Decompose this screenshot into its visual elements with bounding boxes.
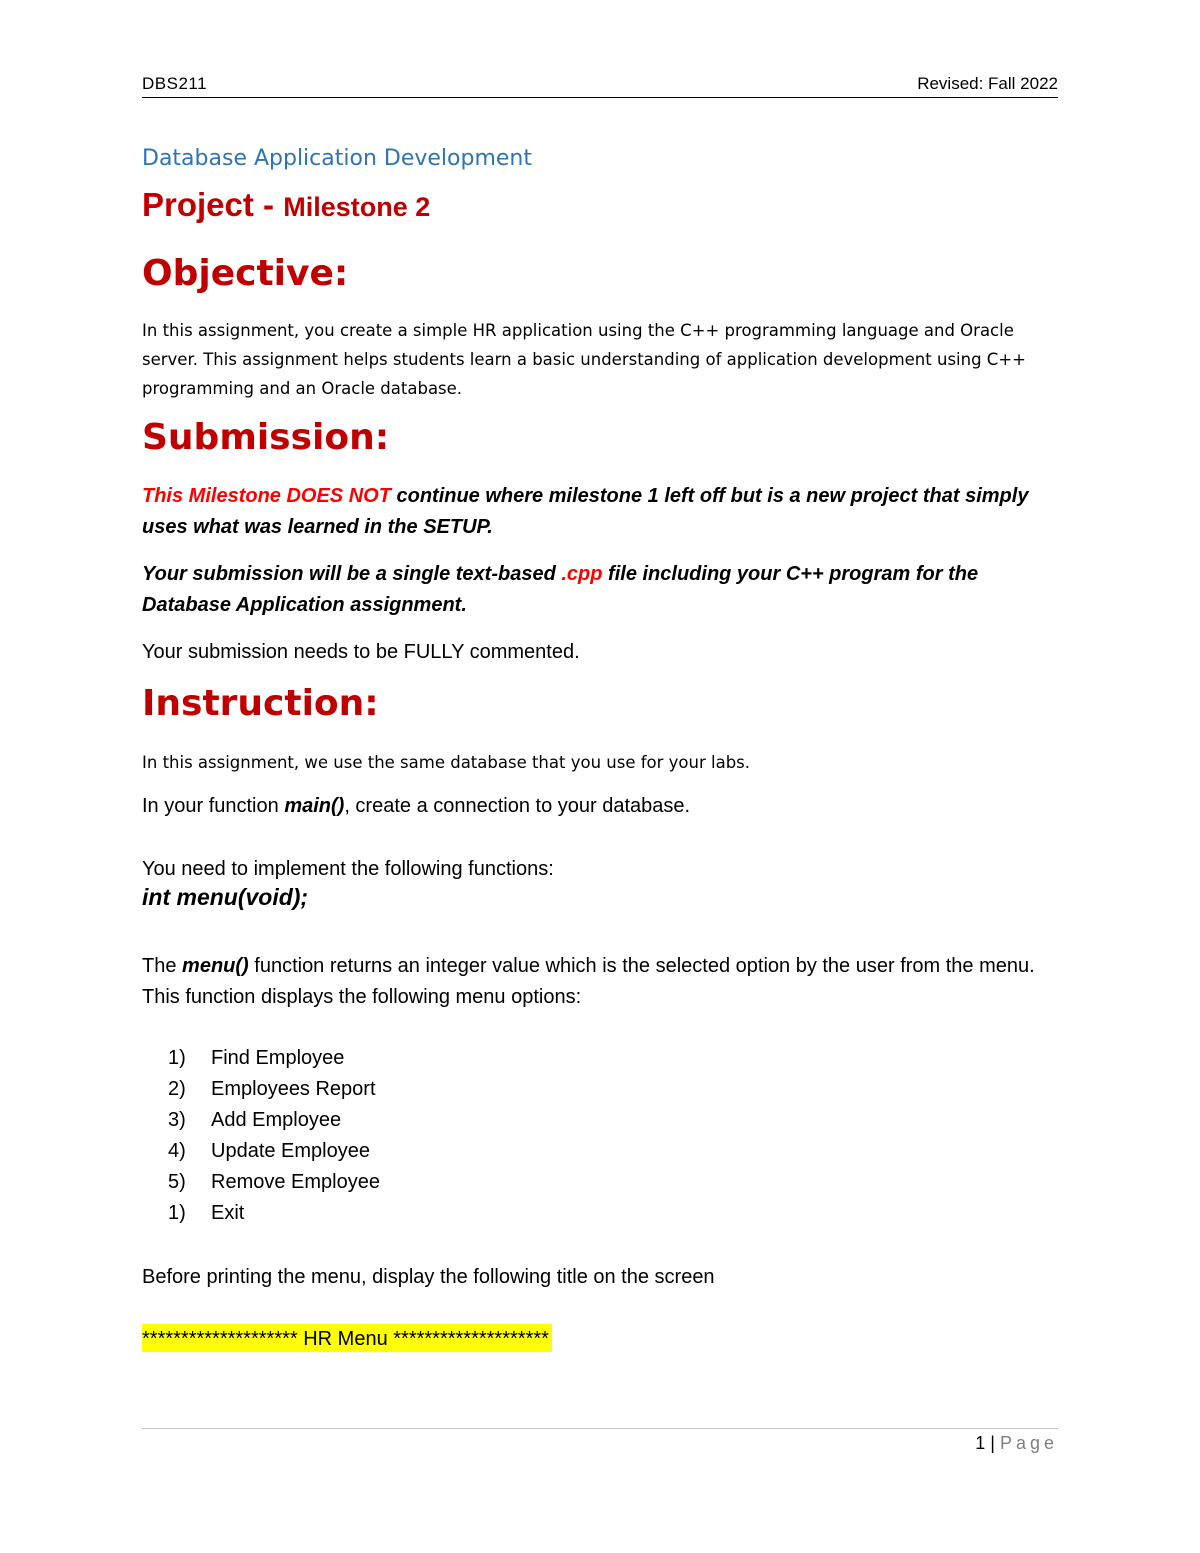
hr-menu-title-highlight: ******************** HR Menu ******************** [142, 1324, 552, 1352]
cpp-extension: .cpp [561, 563, 603, 585]
project-title [142, 186, 430, 224]
menu-signature: int menu(void); [142, 884, 309, 910]
main-function-name: main() [284, 795, 345, 817]
submission-paragraph-1 [142, 481, 1057, 543]
objective-text: In this assignment, you create a simple HR application using the C++ programming language and Oracle server. This assignment helps students learn a basic understanding of application development using C++ programming and an Oracle database. [142, 321, 1026, 398]
title-instruction: Before printing the menu, display the following title on the screen [142, 1266, 715, 1288]
menu-desc-end: function returns an integer value which is the selected option by the user from the menu. This function displays the following menu options: [142, 955, 1035, 1008]
menu-function-name: menu() [182, 955, 249, 977]
list-label: Find Employee [211, 1047, 345, 1069]
milestone-warning: This Milestone DOES NOT [142, 485, 391, 507]
list-label: Exit [211, 1202, 245, 1224]
submission-paragraph-3: Your submission needs to be FULLY commented. [142, 641, 580, 663]
header-rule [142, 97, 1058, 98]
submission-p2-start: Your submission will be a single text-based [142, 563, 562, 585]
menu-desc-start: The [142, 955, 183, 977]
milestone-label: Milestone 2 [283, 192, 431, 222]
document-subtitle: Database Application Development [142, 146, 532, 171]
menu-description [142, 951, 1057, 1013]
list-item [168, 1043, 380, 1074]
list-number: 5) [168, 1171, 186, 1193]
main-p-start: In your function [142, 795, 285, 817]
submission-p2-end: file including your C++ program for the Database Application assignment. [142, 563, 979, 616]
list-number: 1) [168, 1202, 186, 1224]
submission-paragraph-2 [142, 559, 1057, 621]
project-dash: - [253, 186, 284, 223]
list-number: 2) [168, 1078, 186, 1100]
footer-rule [142, 1428, 1058, 1429]
list-label: Add Employee [211, 1109, 342, 1131]
main-p-end: , create a connection to your database. [344, 795, 691, 817]
milestone-warning-rest: continue where milestone 1 left off but is a new project that simply uses what was learned in the SETUP. [142, 485, 1029, 538]
footer-separator: | [990, 1433, 995, 1453]
page-footer [975, 1433, 1058, 1454]
list-label: Remove Employee [211, 1171, 380, 1193]
instruction-heading: Instruction: [142, 683, 379, 724]
main-function-paragraph [142, 791, 1057, 822]
list-item [168, 1167, 380, 1198]
submission-heading: Submission: [142, 417, 390, 458]
page-label: Page [999, 1433, 1058, 1453]
functions-intro: You need to implement the following functions: [142, 858, 554, 880]
list-item [168, 1198, 380, 1229]
list-item [168, 1136, 380, 1167]
objective-heading: Objective: [142, 253, 349, 294]
header-revision: Revised: Fall 2022 [917, 74, 1058, 93]
list-item [168, 1074, 380, 1105]
list-number: 4) [168, 1140, 186, 1162]
instruction-text: In this assignment, we use the same database that you use for your labs. [142, 753, 751, 772]
page-number: 1 [975, 1433, 986, 1453]
list-number: 1) [168, 1047, 186, 1069]
list-label: Employees Report [211, 1078, 376, 1100]
project-label: Project [142, 186, 254, 223]
list-label: Update Employee [211, 1140, 370, 1162]
list-item [168, 1105, 380, 1136]
header-course-code: DBS211 [142, 74, 208, 93]
page-header [142, 74, 1058, 98]
menu-options-list [168, 1043, 380, 1229]
list-number: 3) [168, 1109, 186, 1131]
